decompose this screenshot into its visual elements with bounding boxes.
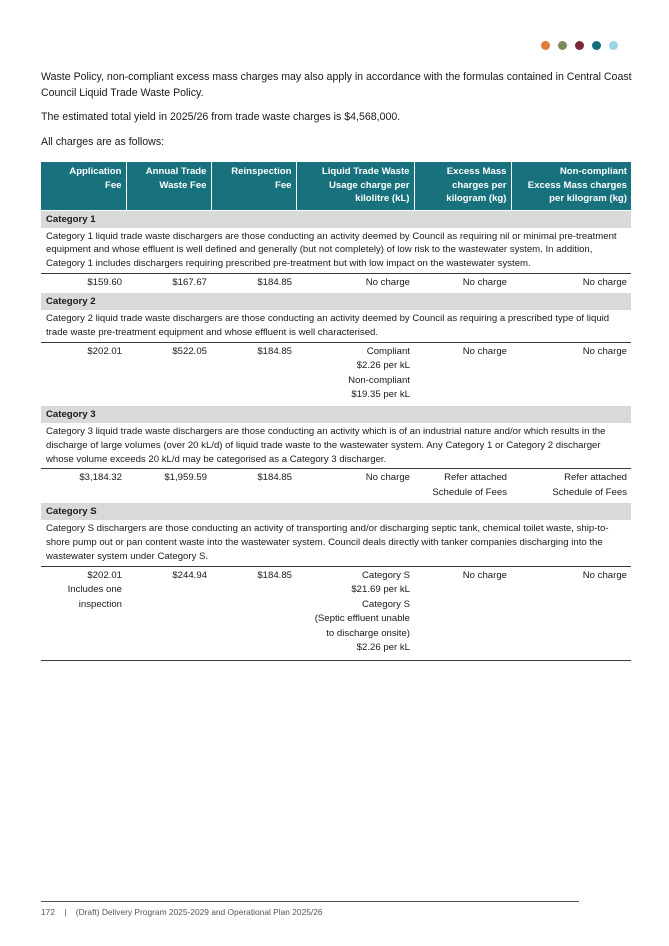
intro-paragraph-3: All charges are as follows:	[41, 135, 165, 148]
cell-line: Application	[69, 166, 122, 177]
category-heading-row	[41, 503, 631, 521]
cell-line: per kilogram (kg)	[549, 193, 627, 204]
cell-line: No charge	[582, 569, 627, 581]
category-values-row	[41, 469, 631, 503]
excess-mass-cell	[414, 273, 511, 293]
excess-mass-cell	[414, 342, 511, 405]
application-fee-cell	[41, 273, 126, 293]
category-heading-row	[41, 293, 631, 311]
cell-line: No charge	[582, 345, 627, 357]
category-description: Category 2 liquid trade waste dischargers are those conducting an activity deemed by Council as requiring a prescribed type of liquid trade waste pre-treatment equipment and whose effluent is well characterised.	[41, 310, 631, 342]
reinspection-fee-header	[211, 162, 296, 210]
non-compliant-cell	[511, 469, 631, 503]
cell-line: $202.01	[87, 345, 122, 357]
cell-line: inspection	[78, 598, 122, 610]
usage-charge-cell	[296, 469, 414, 503]
excess-mass-cell	[414, 469, 511, 503]
cell-line: kilogram (kg)	[446, 193, 507, 204]
cell-line: No charge	[582, 276, 627, 288]
cell-line: Category S	[362, 569, 410, 581]
category-name: Category 2	[41, 293, 631, 311]
category-values-row	[41, 342, 631, 405]
footer-separator: |	[64, 907, 67, 917]
category-description-row	[41, 310, 631, 342]
cell-line: $3,184.32	[79, 472, 122, 484]
cell-line: $202.01	[87, 569, 122, 581]
header-dot	[541, 41, 550, 50]
cell-line: $184.85	[257, 472, 292, 484]
cell-line: $522.05	[172, 345, 207, 357]
cell-line: No charge	[365, 472, 410, 484]
cell-line: Schedule of Fees	[552, 486, 627, 498]
cell-line: Excess Mass charges	[527, 179, 627, 191]
category-name: Category S	[41, 503, 631, 521]
header-dot	[575, 41, 584, 50]
cell-line: $184.85	[257, 569, 292, 581]
non-compliant-excess-mass-header	[511, 162, 631, 210]
category-heading-row	[41, 210, 631, 228]
category-description-row	[41, 520, 631, 566]
cell-line: kilolitre (kL)	[355, 193, 410, 204]
cell-line: No charge	[462, 345, 507, 357]
cell-line: Annual Trade	[145, 166, 207, 177]
category-values-row	[41, 566, 631, 660]
table-body	[41, 210, 631, 660]
cell-line: $2.26 per kL	[356, 360, 410, 372]
header-dot	[609, 41, 618, 50]
application-fee-cell	[41, 566, 126, 660]
cell-line: Reinspection	[231, 166, 292, 177]
cell-line: Refer attached	[444, 472, 507, 484]
cell-line: Category S	[362, 598, 410, 610]
annual-fee-cell	[126, 469, 211, 503]
cell-line: $167.67	[172, 276, 207, 288]
application-fee-cell	[41, 469, 126, 503]
usage-charge-cell	[296, 342, 414, 405]
application-fee-cell	[41, 342, 126, 405]
cell-line: $244.94	[172, 569, 207, 581]
annual-fee-cell	[126, 566, 211, 660]
reinspection-fee-cell	[211, 273, 296, 293]
category-description: Category S dischargers are those conducting an activity of transporting and/or discharging septic tank, chemical toilet waste, ship-to-shore pump out or pan content waste into the wastewater system. Council deals directly with tanker companies discharging into the wastewater system under Category S.	[41, 520, 631, 566]
cell-line: Refer attached	[564, 472, 627, 484]
cell-line: $184.85	[257, 276, 292, 288]
non-compliant-cell	[511, 566, 631, 660]
table-header-row	[41, 162, 631, 210]
cell-line: Non-compliant	[348, 374, 410, 386]
reinspection-fee-cell	[211, 469, 296, 503]
category-description-row	[41, 228, 631, 274]
cell-line: $2.26 per kL	[356, 642, 410, 654]
category-heading-row	[41, 405, 631, 423]
cell-line: (Septic effluent unable	[314, 613, 410, 625]
cell-line: No charge	[462, 569, 507, 581]
application-fee-header	[41, 162, 126, 210]
cell-line: charges per	[452, 179, 507, 191]
cell-line: $159.60	[87, 276, 122, 288]
cell-line: Non-compliant	[559, 166, 627, 177]
cell-line: Fee	[104, 179, 122, 191]
cell-line: Excess Mass	[446, 166, 507, 177]
cell-line: Fee	[274, 179, 292, 191]
cell-line: $19.35 per kL	[351, 389, 410, 401]
annual-fee-cell	[126, 342, 211, 405]
cell-line: $21.69 per kL	[351, 584, 410, 596]
page-number: 172	[41, 907, 55, 917]
cell-line: $1,959.59	[164, 472, 207, 484]
usage-charge-header	[296, 162, 414, 210]
reinspection-fee-cell	[211, 342, 296, 405]
cell-line: Liquid Trade Waste	[321, 166, 410, 177]
excess-mass-header	[414, 162, 511, 210]
category-name: Category 3	[41, 405, 631, 423]
cell-line: Schedule of Fees	[432, 486, 507, 498]
category-description: Category 3 liquid trade waste dischargers are those conducting an activity which is of an industrial nature and/or which results in the discharge of large volumes (over 20 kL/d) of liquid trade waste to the wastewater system. Any Category 1 or Category 2 discharger whose volume exceeds 20 kL/d may be categorised as a Category 3 discharger.	[41, 423, 631, 469]
non-compliant-cell	[511, 342, 631, 405]
cell-line: to discharge onsite)	[326, 627, 410, 639]
cell-line: Waste Fee	[159, 179, 207, 191]
cell-line: Usage charge per	[328, 179, 410, 191]
excess-mass-cell	[414, 566, 511, 660]
intro-paragraph-2: The estimated total yield in 2025/26 from trade waste charges is $4,568,000.	[41, 111, 401, 123]
trade-waste-charges-table	[41, 162, 631, 661]
annual-trade-waste-fee-header	[126, 162, 211, 210]
header-dots	[541, 41, 618, 50]
usage-charge-cell	[296, 566, 414, 660]
intro-text	[41, 70, 633, 159]
annual-fee-cell	[126, 273, 211, 293]
cell-line: Includes one	[67, 584, 122, 596]
category-description: Category 1 liquid trade waste dischargers are those conducting an activity deemed by Council as requiring nil or minimal pre-treatment equipment and whose effluent is well defined and generally (but not completely) of low risk to the wastewater system. In addition, Category 1 includes dischargers requiring prescribed pre-treatment but with low impact on the wastewater system.	[41, 228, 631, 274]
cell-line: No charge	[365, 276, 410, 288]
usage-charge-cell	[296, 273, 414, 293]
intro-paragraph-1: Waste Policy, non-compliant excess mass charges may also apply in accordance with the formulas contained in Central Coast Council Liquid Trade Waste Policy.	[41, 71, 632, 99]
non-compliant-cell	[511, 273, 631, 293]
header-dot	[592, 41, 601, 50]
category-description-row	[41, 423, 631, 469]
category-name: Category 1	[41, 210, 631, 228]
footer-rule	[41, 901, 579, 902]
reinspection-fee-cell	[211, 566, 296, 660]
category-values-row	[41, 273, 631, 293]
header-dot	[558, 41, 567, 50]
cell-line: No charge	[462, 276, 507, 288]
cell-line: Compliant	[366, 345, 410, 357]
cell-line: $184.85	[257, 345, 292, 357]
document-title: (Draft) Delivery Program 2025-2029 and Operational Plan 2025/26	[75, 907, 323, 917]
page-footer	[41, 907, 323, 917]
